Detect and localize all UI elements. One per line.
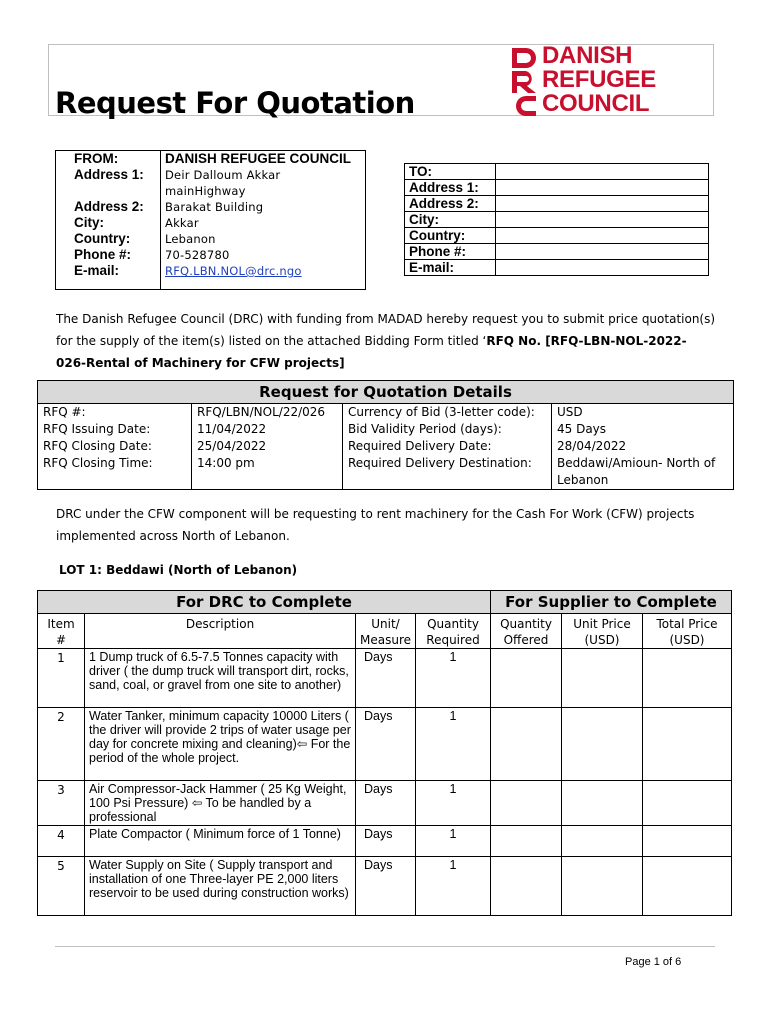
to-label: TO: bbox=[405, 164, 496, 180]
details-heading: Request for Quotation Details bbox=[38, 381, 734, 404]
details-value: 45 Days bbox=[552, 421, 734, 438]
to-address2-label: Address 2: bbox=[405, 196, 496, 212]
qty-offered-field[interactable] bbox=[491, 781, 562, 826]
details-label: Required Delivery Destination: bbox=[343, 455, 552, 490]
total-price-field[interactable] bbox=[643, 857, 732, 916]
col-unit-price: Unit Price (USD) bbox=[562, 614, 643, 649]
to-address1-label: Address 1: bbox=[405, 180, 496, 196]
details-label: RFQ Closing Time: bbox=[38, 455, 192, 490]
footer-divider bbox=[55, 946, 715, 947]
table-row bbox=[38, 826, 732, 857]
details-value: 28/04/2022 bbox=[552, 438, 734, 455]
item-number: 3 bbox=[38, 781, 85, 826]
details-value: 14:00 pm bbox=[192, 455, 343, 490]
details-label: RFQ #: bbox=[38, 404, 192, 422]
group-supplier-header: For Supplier to Complete bbox=[491, 591, 732, 614]
total-price-field[interactable] bbox=[643, 781, 732, 826]
unit-price-field[interactable] bbox=[562, 857, 643, 916]
details-value: 11/04/2022 bbox=[192, 421, 343, 438]
to-phone-label: Phone #: bbox=[405, 244, 496, 260]
from-value: DANISH REFUGEE COUNCIL bbox=[161, 151, 366, 168]
item-description: Plate Compactor ( Minimum force of 1 Tonne) bbox=[85, 826, 356, 857]
from-country-label: Country: bbox=[56, 231, 161, 247]
lot-title: LOT 1: Beddawi (North of Lebanon) bbox=[59, 563, 298, 577]
to-city-label: City: bbox=[405, 212, 496, 228]
details-label: Required Delivery Date: bbox=[343, 438, 552, 455]
rfq-details-table bbox=[37, 380, 734, 490]
item-description: Water Tanker, minimum capacity 10000 Liters ( the driver will provide 2 trips of water usage per day for concrete mixing and cleaning)⇦ For the period of the whole project. bbox=[85, 708, 356, 781]
col-total-price: Total Price (USD) bbox=[643, 614, 732, 649]
col-item: Item # bbox=[38, 614, 85, 649]
to-table bbox=[404, 163, 709, 276]
drc-logo bbox=[510, 44, 680, 116]
to-email-field[interactable] bbox=[496, 260, 709, 276]
from-email-cell bbox=[161, 263, 366, 290]
to-city-field[interactable] bbox=[496, 212, 709, 228]
to-value-field[interactable] bbox=[496, 164, 709, 180]
from-phone-value: 70-528780 bbox=[161, 247, 366, 263]
page-number: Page 1 of 6 bbox=[625, 956, 682, 968]
cfw-note: DRC under the CFW component will be requesting to rent machinery for the Cash For Work (CFW) projects implemented across North of Lebanon. bbox=[56, 507, 695, 543]
unit-price-field[interactable] bbox=[562, 781, 643, 826]
total-price-field[interactable] bbox=[643, 708, 732, 781]
details-value: USD bbox=[552, 404, 734, 422]
logo-line-3: COUNCIL bbox=[542, 90, 650, 117]
group-drc-header: For DRC to Complete bbox=[38, 591, 491, 614]
intro-paragraph bbox=[56, 308, 716, 374]
unit-price-field[interactable] bbox=[562, 649, 643, 708]
unit-price-field[interactable] bbox=[562, 708, 643, 781]
item-unit: Days bbox=[356, 781, 416, 826]
item-qty-required: 1 bbox=[416, 826, 491, 857]
from-address1-label: Address 1: bbox=[56, 167, 161, 199]
item-number: 4 bbox=[38, 826, 85, 857]
col-unit: Unit/ Measure bbox=[356, 614, 416, 649]
from-address1-value: Deir Dalloum Akkar mainHighway bbox=[161, 167, 366, 199]
to-email-label: E-mail: bbox=[405, 260, 496, 276]
logo-line-1: DANISH bbox=[542, 42, 633, 69]
details-label: RFQ Issuing Date: bbox=[38, 421, 192, 438]
from-address2-value: Barakat Building bbox=[161, 199, 366, 215]
from-city-value: Akkar bbox=[161, 215, 366, 231]
total-price-field[interactable] bbox=[643, 826, 732, 857]
item-number: 1 bbox=[38, 649, 85, 708]
from-email-label: E-mail: bbox=[56, 263, 161, 290]
to-country-field[interactable] bbox=[496, 228, 709, 244]
item-description: Air Compressor-Jack Hammer ( 25 Kg Weight, 100 Psi Pressure) ⇦ To be handled by a professional bbox=[85, 781, 356, 826]
qty-offered-field[interactable] bbox=[491, 826, 562, 857]
from-email-link[interactable]: RFQ.LBN.NOL@drc.ngo bbox=[165, 264, 302, 278]
col-qty-offered: Quantity Offered bbox=[491, 614, 562, 649]
drc-logo-mark-icon bbox=[510, 44, 540, 116]
col-description: Description bbox=[85, 614, 356, 649]
total-price-field[interactable] bbox=[643, 649, 732, 708]
logo-line-2: REFUGEE bbox=[542, 66, 656, 93]
item-unit: Days bbox=[356, 708, 416, 781]
unit-price-field[interactable] bbox=[562, 826, 643, 857]
table-row bbox=[38, 649, 732, 708]
details-value: Beddawi/Amioun- North of Lebanon bbox=[552, 455, 734, 490]
to-address2-field[interactable] bbox=[496, 196, 709, 212]
to-phone-field[interactable] bbox=[496, 244, 709, 260]
table-row bbox=[38, 781, 732, 826]
item-number: 2 bbox=[38, 708, 85, 781]
to-address1-field[interactable] bbox=[496, 180, 709, 196]
qty-offered-field[interactable] bbox=[491, 708, 562, 781]
item-unit: Days bbox=[356, 649, 416, 708]
details-value: 25/04/2022 bbox=[192, 438, 343, 455]
details-label: Currency of Bid (3-letter code): bbox=[343, 404, 552, 422]
table-row bbox=[38, 708, 732, 781]
lot-table bbox=[37, 590, 732, 916]
from-phone-label: Phone #: bbox=[56, 247, 161, 263]
qty-offered-field[interactable] bbox=[491, 857, 562, 916]
from-address2-label: Address 2: bbox=[56, 199, 161, 215]
item-unit: Days bbox=[356, 857, 416, 916]
intro-rfq-title: RFQ No. [RFQ-LBN-NOL-2022-026-Rental of Machinery for CFW projects] bbox=[56, 334, 687, 370]
from-table bbox=[55, 150, 366, 290]
to-country-label: Country: bbox=[405, 228, 496, 244]
details-value: RFQ/LBN/NOL/22/026 bbox=[192, 404, 343, 422]
details-label: Bid Validity Period (days): bbox=[343, 421, 552, 438]
from-country-value: Lebanon bbox=[161, 231, 366, 247]
intro-text: The Danish Refugee Council (DRC) with funding from MADAD hereby request you to submit price quotation(s) for the supply of the item(s) listed on the attached Bidding Form titled ‘ bbox=[56, 312, 716, 348]
item-qty-required: 1 bbox=[416, 708, 491, 781]
qty-offered-field[interactable] bbox=[491, 649, 562, 708]
from-label: FROM: bbox=[56, 151, 161, 168]
item-number: 5 bbox=[38, 857, 85, 916]
item-qty-required: 1 bbox=[416, 857, 491, 916]
item-qty-required: 1 bbox=[416, 781, 491, 826]
col-qty-required: Quantity Required bbox=[416, 614, 491, 649]
item-description: 1 Dump truck of 6.5-7.5 Tonnes capacity with driver ( the dump truck will transport dirt, rocks, sand, coal, or gravel from one site to another) bbox=[85, 649, 356, 708]
item-unit: Days bbox=[356, 826, 416, 857]
page-title: Request For Quotation bbox=[55, 86, 415, 120]
item-qty-required: 1 bbox=[416, 649, 491, 708]
item-description: Water Supply on Site ( Supply transport and installation of one Three-layer PE 2,000 liters reservoir to be used during construction works) bbox=[85, 857, 356, 916]
from-city-label: City: bbox=[56, 215, 161, 231]
table-row bbox=[38, 857, 732, 916]
details-label: RFQ Closing Date: bbox=[38, 438, 192, 455]
